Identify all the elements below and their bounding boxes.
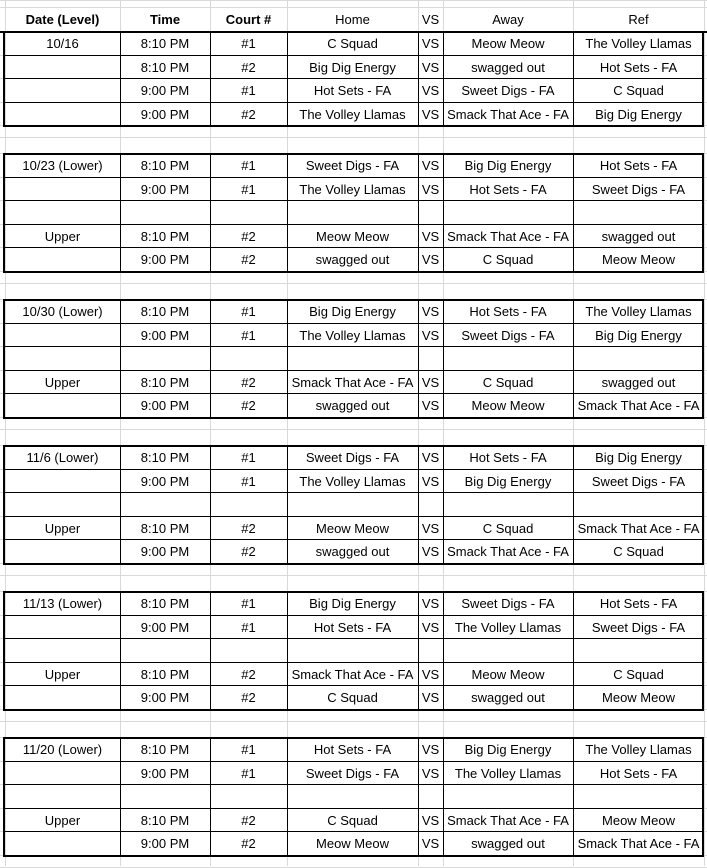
vs-cell [418, 493, 443, 517]
ref-cell: Meow Meow [602, 252, 675, 268]
court-cell: #2 [241, 106, 256, 122]
date-cell: 10/16 [46, 36, 79, 52]
gridline [0, 867, 707, 868]
gridline [0, 575, 707, 576]
away-team-cell: Big Dig Energy [464, 473, 552, 489]
ref-cell: C Squad [613, 666, 664, 682]
home-team-cell: Hot Sets - FA [313, 619, 392, 635]
date-cell [5, 79, 120, 103]
court-cell: #2 [241, 252, 256, 268]
time-cell [120, 493, 210, 517]
column-header: Away [492, 11, 524, 27]
away-team-cell: C Squad [482, 520, 534, 536]
gridline [0, 429, 707, 430]
table-row [0, 540, 707, 564]
table-row [0, 616, 707, 640]
home-team-cell: The Volley Llamas [299, 181, 406, 197]
home-team-cell [287, 785, 418, 809]
ref-cell: Meow Meow [602, 690, 675, 706]
column-header: VS [421, 11, 440, 27]
table-row [0, 324, 707, 348]
home-team-cell [287, 493, 418, 517]
away-team-cell: C Squad [482, 374, 534, 390]
time-cell: 8:10 PM [140, 450, 190, 466]
ref-cell: C Squad [613, 544, 664, 560]
court-cell: #2 [241, 690, 256, 706]
date-cell [5, 686, 120, 710]
vs-cell: VS [421, 596, 440, 612]
gridline [0, 283, 707, 284]
table-row [0, 470, 707, 494]
court-cell: #1 [241, 742, 256, 758]
vs-cell [418, 347, 443, 371]
vs-cell: VS [421, 836, 440, 852]
column-header: Home [335, 11, 370, 27]
table-row [0, 663, 707, 687]
table-row [0, 493, 707, 517]
court-cell: #2 [241, 666, 256, 682]
vs-cell: VS [421, 450, 440, 466]
vs-cell: VS [421, 181, 440, 197]
ref-cell [573, 785, 704, 809]
ref-cell: The Volley Llamas [585, 304, 692, 320]
ref-cell: Smack That Ace - FA [577, 398, 700, 414]
date-cell [5, 470, 120, 494]
table-row [0, 592, 707, 616]
time-cell: 8:10 PM [140, 520, 190, 536]
court-cell: #2 [241, 520, 256, 536]
ref-cell: Smack That Ace - FA [577, 520, 700, 536]
vs-cell: VS [421, 158, 440, 174]
court-cell: #2 [241, 812, 256, 828]
away-team-cell: swagged out [471, 836, 545, 852]
vs-cell: VS [421, 106, 440, 122]
time-cell: 8:10 PM [140, 59, 190, 75]
time-cell [120, 347, 210, 371]
gridline [0, 0, 707, 1]
home-team-cell: The Volley Llamas [299, 327, 406, 343]
date-cell [5, 248, 120, 272]
table-row [0, 809, 707, 833]
time-cell: 9:00 PM [140, 252, 190, 268]
court-cell [210, 493, 287, 517]
home-team-cell: Sweet Digs - FA [305, 450, 400, 466]
time-cell: 9:00 PM [140, 690, 190, 706]
vs-cell: VS [421, 619, 440, 635]
away-team-cell: Big Dig Energy [464, 158, 552, 174]
home-team-cell: C Squad [327, 690, 378, 706]
court-cell: #1 [241, 596, 256, 612]
away-team-cell: The Volley Llamas [454, 619, 562, 635]
date-cell: Upper [44, 520, 81, 536]
date-cell [5, 178, 120, 202]
away-team-cell: Smack That Ace - FA [447, 106, 569, 122]
column-header: Time [149, 11, 181, 27]
home-team-cell: swagged out [315, 252, 390, 268]
time-cell: 8:10 PM [140, 374, 190, 390]
time-cell: 8:10 PM [140, 158, 190, 174]
away-team-cell [443, 785, 573, 809]
vs-cell [418, 639, 443, 663]
away-team-cell: C Squad [482, 252, 534, 268]
table-row [0, 347, 707, 371]
time-cell: 8:10 PM [140, 228, 190, 244]
date-cell [5, 639, 120, 663]
home-team-cell [287, 639, 418, 663]
court-cell [210, 639, 287, 663]
home-team-cell: Hot Sets - FA [313, 83, 392, 99]
date-cell: Upper [44, 812, 81, 828]
date-cell [5, 616, 120, 640]
date-cell [5, 103, 120, 127]
ref-cell: Sweet Digs - FA [591, 619, 686, 635]
court-cell: #2 [241, 374, 256, 390]
vs-cell: VS [421, 374, 440, 390]
home-team-cell: Meow Meow [316, 520, 389, 536]
court-cell: #1 [241, 450, 256, 466]
away-team-cell: Meow Meow [471, 36, 545, 52]
time-cell: 9:00 PM [140, 473, 190, 489]
ref-cell [573, 201, 704, 225]
ref-cell [573, 347, 704, 371]
court-cell: #1 [241, 158, 256, 174]
time-cell: 8:10 PM [140, 304, 190, 320]
home-team-cell [287, 201, 418, 225]
vs-cell: VS [421, 520, 440, 536]
time-cell: 9:00 PM [140, 181, 190, 197]
gridline [0, 721, 707, 722]
court-cell: #1 [241, 619, 256, 635]
court-cell: #1 [241, 83, 256, 99]
table-row [0, 154, 707, 178]
time-cell: 9:00 PM [140, 619, 190, 635]
table-row [0, 686, 707, 710]
away-team-cell: Smack That Ace - FA [447, 544, 569, 560]
date-cell: 11/6 (Lower) [26, 450, 99, 466]
ref-cell: Big Dig Energy [595, 327, 682, 343]
vs-cell: VS [421, 252, 440, 268]
table-row [0, 639, 707, 663]
table-row [0, 56, 707, 80]
table-row [0, 832, 707, 856]
away-team-cell: Big Dig Energy [464, 742, 552, 758]
vs-cell: VS [421, 690, 440, 706]
table-row [0, 79, 707, 103]
date-cell: 10/23 (Lower) [22, 158, 103, 174]
vs-cell: VS [421, 742, 440, 758]
time-cell: 8:10 PM [140, 812, 190, 828]
vs-cell: VS [421, 765, 440, 781]
ref-cell: swagged out [601, 228, 676, 244]
court-cell: #1 [241, 473, 256, 489]
away-team-cell: Hot Sets - FA [469, 181, 547, 197]
date-cell: 10/30 (Lower) [22, 304, 103, 320]
table-row [0, 785, 707, 809]
ref-cell: Big Dig Energy [595, 450, 682, 466]
time-cell: 8:10 PM [140, 666, 190, 682]
away-team-cell [443, 201, 573, 225]
time-cell [120, 785, 210, 809]
time-cell: 8:10 PM [140, 596, 190, 612]
date-cell [5, 201, 120, 225]
away-team-cell: Hot Sets - FA [469, 304, 547, 320]
court-cell: #2 [241, 544, 256, 560]
ref-cell: The Volley Llamas [585, 742, 692, 758]
court-cell: #1 [241, 765, 256, 781]
home-team-cell: swagged out [315, 398, 390, 414]
court-cell: #1 [241, 304, 256, 320]
date-cell [5, 324, 120, 348]
home-team-cell: swagged out [315, 544, 390, 560]
court-cell: #1 [241, 181, 256, 197]
column-header: Ref [628, 11, 649, 27]
time-cell: 8:10 PM [140, 36, 190, 52]
ref-cell: The Volley Llamas [585, 36, 692, 52]
away-team-cell: Sweet Digs - FA [461, 596, 555, 612]
gridline [0, 137, 707, 138]
table-row [0, 300, 707, 324]
time-cell: 9:00 PM [140, 836, 190, 852]
court-cell: #1 [241, 327, 256, 343]
date-cell [5, 785, 120, 809]
court-cell: #2 [241, 836, 256, 852]
court-cell: #1 [241, 36, 256, 52]
away-team-cell: swagged out [471, 59, 545, 75]
vs-cell: VS [421, 304, 440, 320]
vs-cell: VS [421, 666, 440, 682]
away-team-cell: swagged out [471, 690, 545, 706]
table-row [0, 371, 707, 395]
table-row [0, 201, 707, 225]
header-row [0, 7, 707, 31]
date-cell [5, 394, 120, 418]
home-team-cell: Meow Meow [316, 228, 389, 244]
away-team-cell: Meow Meow [471, 666, 545, 682]
vs-cell: VS [421, 812, 440, 828]
away-team-cell: The Volley Llamas [454, 765, 562, 781]
ref-cell: swagged out [601, 374, 676, 390]
time-cell: 9:00 PM [140, 83, 190, 99]
away-team-cell [443, 347, 573, 371]
ref-cell: Hot Sets - FA [599, 59, 678, 75]
table-row [0, 248, 707, 272]
time-cell: 9:00 PM [140, 765, 190, 781]
court-cell: #2 [241, 228, 256, 244]
home-team-cell: Smack That Ace - FA [291, 666, 414, 682]
table-row [0, 178, 707, 202]
home-team-cell: C Squad [327, 36, 378, 52]
ref-cell: C Squad [613, 83, 664, 99]
table-row [0, 225, 707, 249]
time-cell: 9:00 PM [140, 544, 190, 560]
away-team-cell: Sweet Digs - FA [461, 83, 555, 99]
ref-cell: Smack That Ace - FA [577, 836, 700, 852]
ref-cell [573, 639, 704, 663]
vs-cell: VS [421, 59, 440, 75]
court-cell [210, 347, 287, 371]
date-cell: 11/13 (Lower) [22, 596, 103, 612]
date-cell [5, 540, 120, 564]
ref-cell: Sweet Digs - FA [591, 181, 686, 197]
away-team-cell [443, 639, 573, 663]
date-cell: 11/20 (Lower) [22, 742, 103, 758]
date-cell: Upper [44, 666, 81, 682]
home-team-cell: Sweet Digs - FA [305, 158, 400, 174]
away-team-cell: Meow Meow [471, 398, 545, 414]
table-row [0, 446, 707, 470]
vs-cell [418, 785, 443, 809]
ref-cell: Hot Sets - FA [599, 158, 678, 174]
date-cell [5, 56, 120, 80]
table-row [0, 738, 707, 762]
court-cell [210, 201, 287, 225]
time-cell: 8:10 PM [140, 742, 190, 758]
date-cell [5, 832, 120, 856]
date-cell [5, 493, 120, 517]
vs-cell: VS [421, 228, 440, 244]
table-row [0, 762, 707, 786]
away-team-cell: Hot Sets - FA [469, 450, 547, 466]
away-team-cell: Smack That Ace - FA [447, 812, 569, 828]
court-cell: #2 [241, 59, 256, 75]
gridline [704, 0, 705, 866]
vs-cell: VS [421, 473, 440, 489]
home-team-cell [287, 347, 418, 371]
time-cell: 9:00 PM [140, 106, 190, 122]
vs-cell: VS [421, 36, 440, 52]
time-cell: 9:00 PM [140, 327, 190, 343]
ref-cell: Sweet Digs - FA [591, 473, 686, 489]
away-team-cell: Sweet Digs - FA [461, 327, 555, 343]
ref-cell: Hot Sets - FA [599, 596, 678, 612]
date-cell [5, 347, 120, 371]
time-cell [120, 201, 210, 225]
ref-cell [573, 493, 704, 517]
home-team-cell: The Volley Llamas [299, 473, 406, 489]
date-cell: Upper [44, 374, 81, 390]
vs-cell: VS [421, 83, 440, 99]
home-team-cell: Meow Meow [316, 836, 389, 852]
home-team-cell: C Squad [327, 812, 378, 828]
vs-cell: VS [421, 544, 440, 560]
date-cell [5, 762, 120, 786]
table-row [0, 394, 707, 418]
home-team-cell: Hot Sets - FA [313, 742, 392, 758]
court-cell [210, 785, 287, 809]
vs-cell: VS [421, 327, 440, 343]
column-header: Court # [225, 11, 272, 27]
table-row [0, 517, 707, 541]
ref-cell: Meow Meow [602, 812, 675, 828]
away-team-cell: Smack That Ace - FA [447, 228, 569, 244]
home-team-cell: Sweet Digs - FA [305, 765, 400, 781]
column-header: Date (Level) [25, 11, 100, 27]
table-row [0, 103, 707, 127]
home-team-cell: Big Dig Energy [309, 304, 396, 320]
away-team-cell [443, 493, 573, 517]
court-cell: #2 [241, 398, 256, 414]
ref-cell: Hot Sets - FA [599, 765, 678, 781]
home-team-cell: The Volley Llamas [299, 106, 406, 122]
vs-cell: VS [421, 398, 440, 414]
time-cell [120, 639, 210, 663]
date-cell: Upper [44, 228, 81, 244]
home-team-cell: Big Dig Energy [309, 59, 396, 75]
table-row [0, 32, 707, 56]
home-team-cell: Big Dig Energy [309, 596, 396, 612]
home-team-cell: Smack That Ace - FA [291, 374, 414, 390]
vs-cell [418, 201, 443, 225]
ref-cell: Big Dig Energy [595, 106, 682, 122]
time-cell: 9:00 PM [140, 398, 190, 414]
